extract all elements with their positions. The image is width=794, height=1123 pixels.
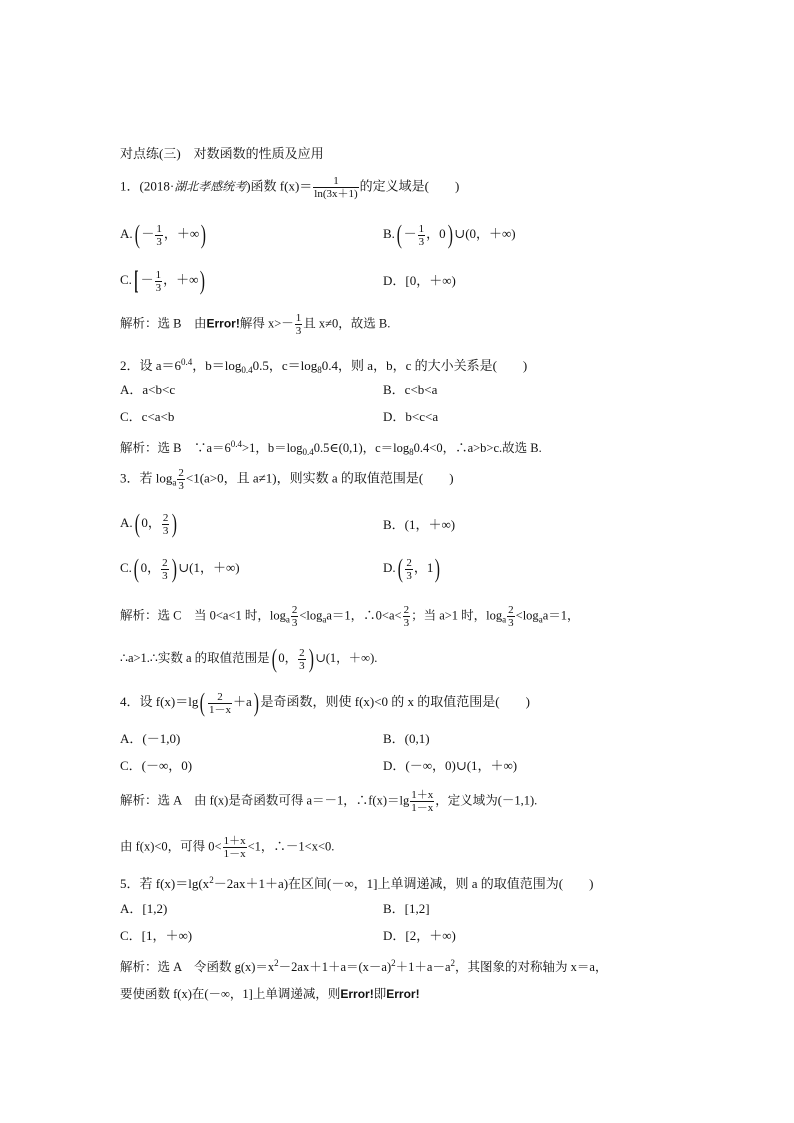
question-2: 2．设 $a=6^{0.4}$，$b=\log_{0.4}0.5$，$c=\log_80.4$，则 a，b，c 的大小关系是( )	[120, 357, 528, 375]
q1-option-b: B.( － $\frac{1}{3}$ ，0) ∪(0，＋∞)	[383, 220, 516, 249]
q4-option-a: A．(－1,0)	[120, 731, 181, 746]
q2-option-a: A．a<b<c	[120, 382, 176, 397]
q5-option-d: D．[2，＋∞)	[383, 928, 456, 943]
q1-solution: 解析：选 B 由Error!解得 x>－ $\frac{1}{3}$ 且 x≠0，故选 B.	[120, 312, 391, 337]
question-5: 5．若 $f(x)=\lg(x^2-2ax+1+a)$在区间(－∞，1]上单调递减，则 a 的取值范围为( )	[120, 875, 594, 891]
question-1: 1．(2018·湖北孝感统考)函数 f(x)＝ $\frac{1}{\ln(3x+1)}$ 的定义域是( )	[120, 175, 460, 200]
q4-option-c: C．(－∞，0)	[120, 758, 193, 773]
q2-option-d: D．b<c<a	[383, 409, 439, 424]
q3-option-c: C.( 0， $\frac{2}{3}$ ) ∪(1，＋∞)	[120, 554, 240, 583]
q3-option-b: B．(1，＋∞)	[383, 517, 456, 532]
q2-option-b: B．c<b<a	[383, 382, 438, 397]
q2-solution: 解析：选 B $\because a=6^{0.4}>1$，$b=\log_{0.4}0.5\in(0,1)$，$c=\log_80.4<0$，∴a>b>c.故选 B.	[120, 439, 542, 457]
q4-option-b: B．(0,1)	[383, 731, 430, 746]
q4-option-d: D．(－∞，0)∪(1，＋∞)	[383, 758, 518, 773]
q5-solution-line1: 解析：选 A 令函数 $g(x)=x^2-2ax+1+a=(x-a)^2+1+a-a^2$，其图象的对称轴为 x＝a，	[120, 958, 608, 974]
q5-solution-line2: 要使函数 f(x)在(－∞，1]上单调递减，则Error!即Error!	[120, 987, 420, 1001]
q4-solution-line2: 由 f(x)<0，可得 0< $\frac{1+x}{1-x}$ <1，∴－1<x<0.	[120, 835, 335, 860]
section-title: 对点练(三) 对数函数的性质及应用	[120, 146, 324, 161]
q4-solution-line1: 解析：选 A 由 f(x)是奇函数可得 a＝－1，∴f(x)＝lg $\frac{1+x}{1-x}$ ，定义域为(－1,1).	[120, 789, 538, 814]
q5-option-b: B．[1,2]	[383, 901, 430, 916]
q1-fraction: $\frac{1}{\ln(3x+1)}$	[314, 175, 358, 200]
question-3: 3．若 $\log_a$ $\frac{2}{3}$ <1(a>0，且 a≠1)，则实数 a 的取值范围是( )	[120, 467, 454, 492]
q3-solution-line1: 解析：选 C 当 0<a<1 时，$\log_a$ $\frac{2}{3}$ $<\log_aa=1$，∴0<a< $\frac{2}{3}$ ；当 a>1 时，$\log_a$ $\frac{2}{3}$ $<\log_aa=1$，	[120, 604, 580, 629]
q1-option-c: C.[ － $\frac{1}{3}$ ，＋∞)	[120, 266, 206, 295]
q3-solution-line2: ∴a>1.∴实数 a 的取值范围是( 0， $\frac{2}{3}$ ) ∪(1，＋∞).	[120, 644, 378, 673]
q1-option-d: D．[0，＋∞)	[383, 273, 456, 288]
q1-option-a: A.( － $\frac{1}{3}$ ，＋∞)	[120, 220, 207, 249]
q2-option-c: C．c<a<b	[120, 409, 175, 424]
q5-option-a: A．[1,2)	[120, 901, 168, 916]
question-4: 4．设 f(x)＝lg( $\frac{2}{1-x}$ ＋a) 是奇函数，则使 f(x)<0 的 x 的取值范围是( )	[120, 688, 530, 717]
q3-option-a: A.( 0， $\frac{2}{3}$ )	[120, 509, 178, 538]
q5-option-c: C．[1，＋∞)	[120, 928, 193, 943]
q3-option-d: D.( $\frac{2}{3}$ ，1)	[383, 554, 441, 583]
